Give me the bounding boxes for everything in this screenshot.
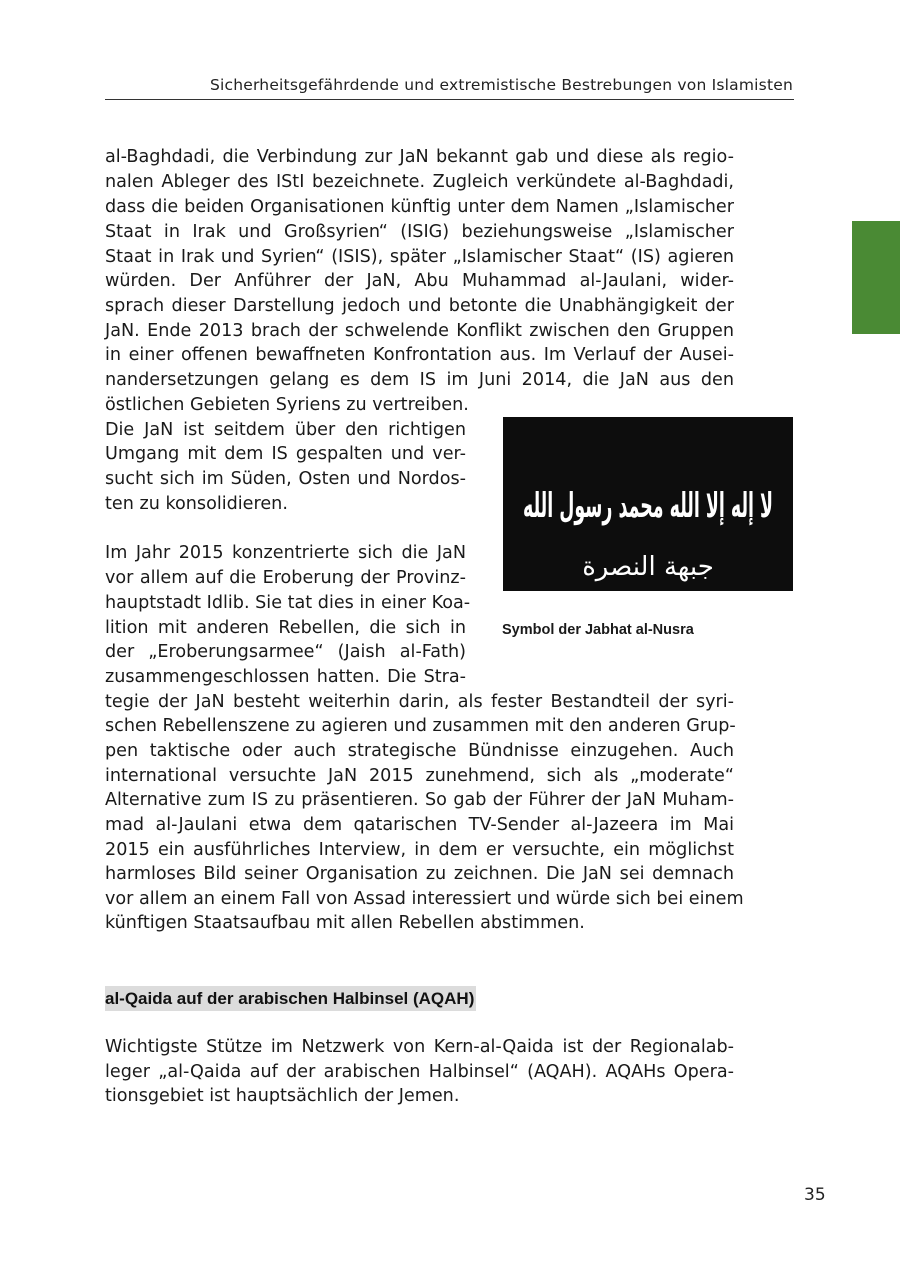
text-line: künftigen Staatsaufbau mit allen Rebellen abstimmen. — [105, 913, 585, 933]
text-line: mad al-Jaulani etwa dem qatarischen TV-Sender al-Jazeera im Mai — [105, 815, 734, 835]
text-line: harmloses Bild seiner Organisation zu zeichnen. Die JaN sei demnach — [105, 864, 734, 884]
text-line: lition mit anderen Rebellen, die sich in — [105, 618, 466, 638]
text-line: zusammengeschlossen hatten. Die Stra- — [105, 667, 466, 687]
text-line: pen taktische oder auch strategische Bündnisse einzugehen. Auch — [105, 741, 734, 761]
text-line: in einer offenen bewaffneten Konfrontation aus. Im Verlauf der Ausei- — [105, 345, 734, 365]
text-line: 2015 ein ausführliches Interview, in dem er versuchte, ein möglichst — [105, 840, 734, 860]
text-line: Im Jahr 2015 konzentrierte sich die JaN — [105, 543, 466, 563]
text-line: international versuchte JaN 2015 zunehmend, sich als „moderate“ — [105, 766, 734, 786]
flag-shahada-calligraphy: لا إله إلا الله محمد رسول الله — [523, 486, 773, 526]
text-line: würden. Der Anführer der JaN, Abu Muhammad al-Jaulani, wider- — [105, 271, 734, 291]
figure-caption: Symbol der Jabhat al-Nusra — [502, 622, 694, 638]
text-line: dass die beiden Organisationen künftig unter dem Namen „Islamischer — [105, 197, 734, 217]
text-line: nalen Ableger des IStI bezeichnete. Zugleich verkündete al-Baghdadi, — [105, 172, 734, 192]
text-line: tegie der JaN besteht weiterhin darin, als fester Bestandteil der syri- — [105, 692, 734, 712]
text-line: nandersetzungen gelang es dem IS im Juni 2014, die JaN aus den — [105, 370, 734, 390]
text-line: östlichen Gebieten Syriens zu vertreiben. — [105, 395, 469, 415]
text-line: JaN. Ende 2013 brach der schwelende Konflikt zwischen den Gruppen — [105, 321, 734, 341]
text-line: Wichtigste Stütze im Netzwerk von Kern-al-Qaida ist der Regionalab- — [105, 1037, 734, 1057]
flag-group-name-calligraphy: جبهة النصرة — [582, 552, 714, 582]
text-line: ten zu konsolidieren. — [105, 494, 288, 514]
text-line: Staat in Irak und Großsyrien“ (ISIG) beziehungsweise „Islamischer — [105, 222, 734, 242]
text-line: vor allem an einem Fall von Assad interessiert und würde sich bei einem — [105, 889, 744, 909]
text-line: Umgang mit dem IS gespalten und ver- — [105, 444, 466, 464]
jabhat-al-nusra-flag-image — [503, 417, 793, 591]
text-line: sucht sich im Süden, Osten und Nordos- — [105, 469, 466, 489]
flag-calligraphy-graphic — [503, 417, 793, 591]
text-line: Staat in Irak und Syrien“ (ISIS), später „Islamischer Staat“ (IS) agieren — [105, 247, 734, 267]
header-divider — [105, 99, 794, 100]
page-number: 35 — [804, 1185, 826, 1205]
text-line: tionsgebiet ist hauptsächlich der Jemen. — [105, 1086, 460, 1106]
text-line: der „Eroberungsarmee“ (Jaish al-Fath) — [105, 642, 466, 662]
text-line: hauptstadt Idlib. Sie tat dies in einer Koa- — [105, 593, 471, 613]
text-line: Die JaN ist seitdem über den richtigen — [105, 420, 466, 440]
text-line: vor allem auf die Eroberung der Provinz- — [105, 568, 466, 588]
text-line: sprach dieser Darstellung jedoch und betonte die Unabhängigkeit der — [105, 296, 734, 316]
text-line: Alternative zum IS zu präsentieren. So gab der Führer der JaN Muham- — [105, 790, 734, 810]
running-header-title: Sicherheitsgefährdende und extremistische Bestrebungen von Islamisten — [209, 76, 793, 94]
text-line: schen Rebellenszene zu agieren und zusammen mit den anderen Grup- — [105, 716, 736, 736]
text-line: leger „al-Qaida auf der arabischen Halbinsel“ (AQAH). AQAHs Opera- — [105, 1062, 734, 1082]
text-line: al-Baghdadi, die Verbindung zur JaN bekannt gab und diese als regio- — [105, 147, 734, 167]
section-heading-aqah: al-Qaida auf der arabischen Halbinsel (AQAH) — [105, 986, 476, 1011]
chapter-tab-marker — [852, 221, 900, 334]
